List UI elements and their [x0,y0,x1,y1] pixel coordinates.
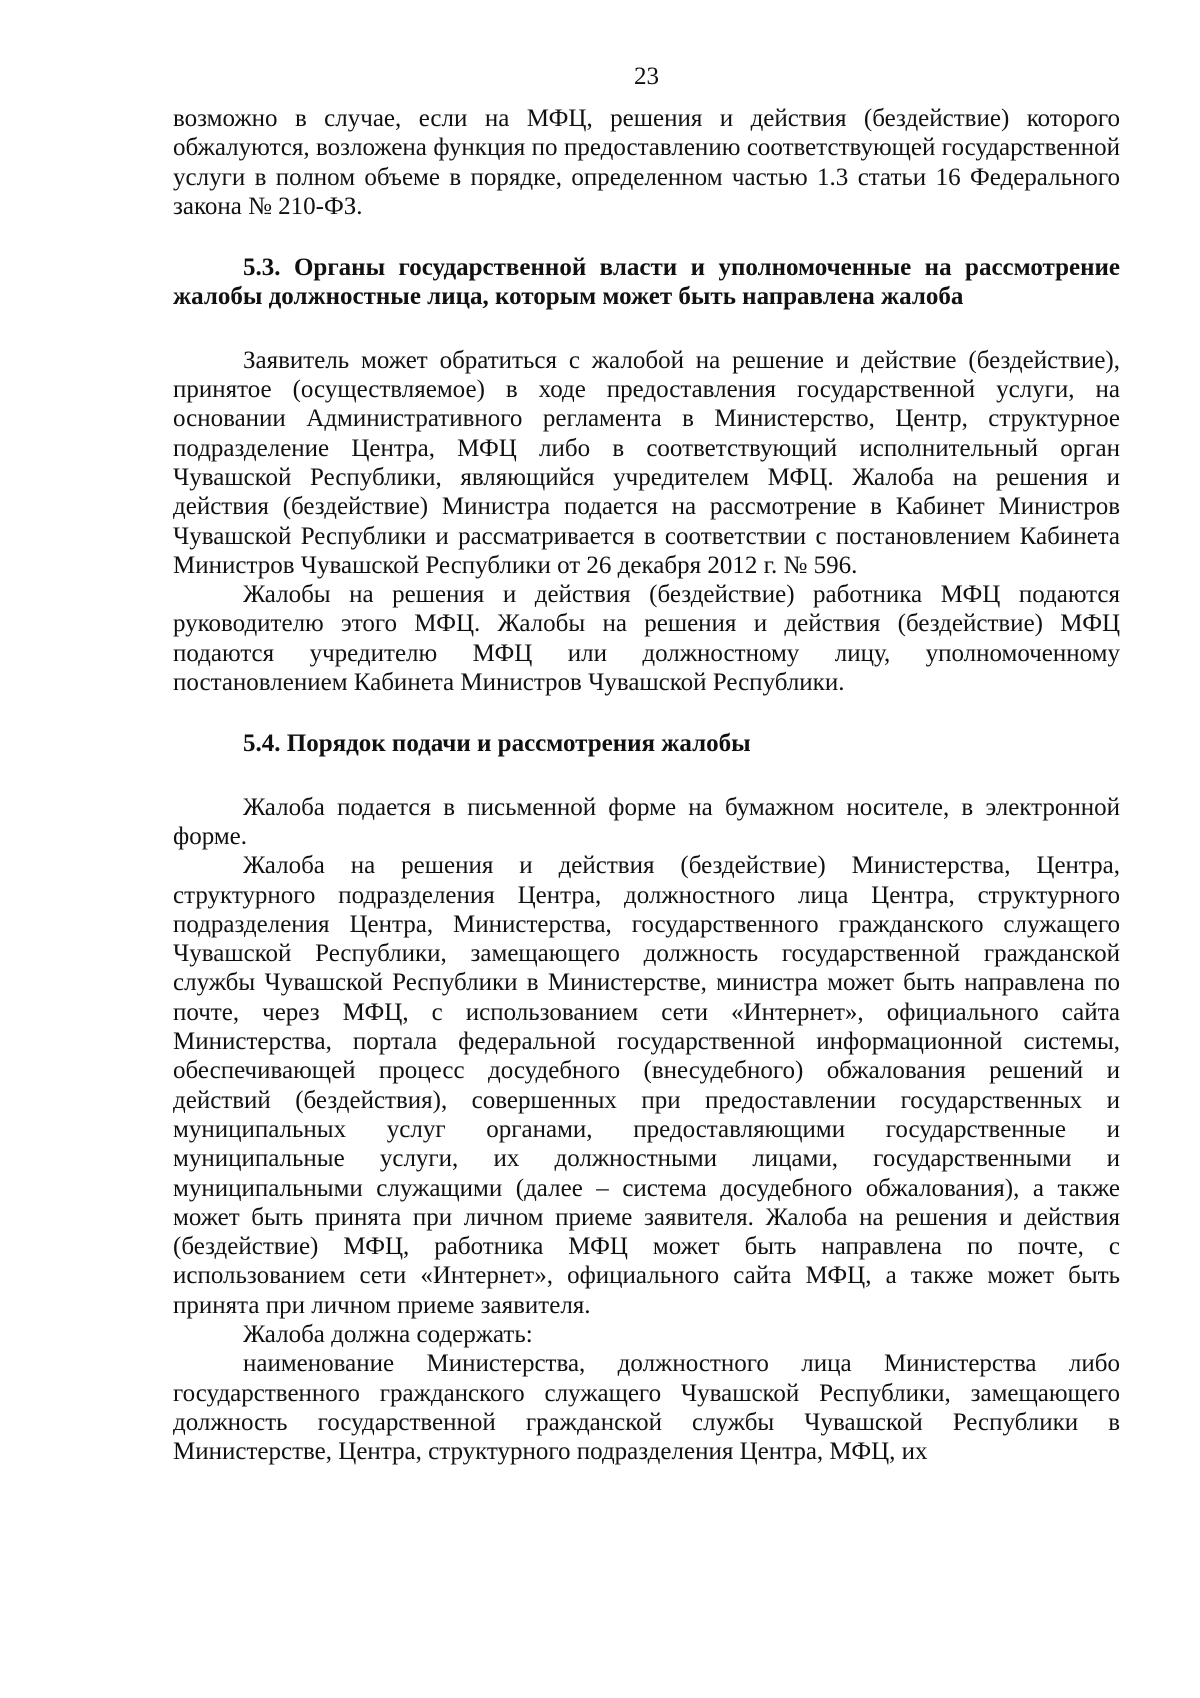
paragraph: Жалоба подается в письменной форме на бумажном носителе, в электронной форме. [173,793,1120,850]
section-heading-5-3: 5.3. Органы государственной власти и уполномоченные на рассмотрение жалобы должностные лица, которым может быть направлена жалоба [173,254,1120,311]
page-number: 23 [634,63,659,90]
paragraph: наименование Министерства, должностного лица Министерства либо государственного гражданского служащего Чувашской Республики, замещающего должность государственной гражданской службы Чувашской Республики в Министерстве, Центра, структурного подразделения Центра, МФЦ, их [173,1350,1120,1466]
section-heading-5-4: 5.4. Порядок подачи и рассмотрения жалобы [243,730,751,758]
document-page [173,62,1120,1466]
paragraph-continuation: возможно в случае, если на МФЦ, решения и действия (бездействие) которого обжалуются, возложена функция по предоставлению соответствующей государственной услуги в полном объеме в порядке, определенном частью 1.3 статьи 16 Федерального закона № 210-ФЗ. [173,105,1120,220]
paragraph: Заявитель может обратиться с жалобой на решение и действие (бездействие), принятое (осуществляемое) в ходе предоставления государственной услуги, на основании Административного регламента в Министерство, Центр, структурное подразделение Центра, МФЦ либо в соответствующий исполнительный орган Чувашской Республики, являющийся учредителем МФЦ. Жалоба на решения и действия (бездействие) Министра подается на рассмотрение в Кабинет Министров Чувашской Республики и рассматривается в соответствии с постановлением Кабинета Министров Чувашской Республики от 26 декабря 2012 г. № 596. [173,346,1120,579]
paragraph: Жалоба на решения и действия (бездействие) Министерства, Центра, структурного подразделения Центра, должностного лица Центра, структурного подразделения Центра, Министерства, государственного гражданского служащего Чувашской Республики, замещающего должность государственной гражданской службы Чувашской Республики в Министерстве, министра может быть направлена по почте, через МФЦ, с использованием сети «Интернет», официального сайта Министерства, портала федеральной государственной информационной системы, обеспечивающей процесс досудебного (внесудебного) обжалования решений и действий (бездействия), совершенных при предоставлении государственных и муниципальных услуг органами, предоставляющими государственные и муниципальные услуги, их должностными лицами, государственными и муниципальными служащими (далее – система досудебного обжалования), а также может быть принята при личном приеме заявителя. Жалоба на решения и действия (бездействие) МФЦ, работника МФЦ может быть направлена по почте, с использованием сети «Интернет», официального сайта МФЦ, а также может быть принята при личном приеме заявителя. [173,852,1120,1319]
paragraph: Жалобы на решения и действия (бездействие) работника МФЦ подаются руководителю этого МФЦ. Жалобы на решения и действия (бездействие) МФЦ подаются учредителю МФЦ или должностному лицу, уполномоченному постановлением Кабинета Министров Чувашской Республики. [173,581,1120,697]
paragraph: Жалоба должна содержать: [243,1320,533,1348]
